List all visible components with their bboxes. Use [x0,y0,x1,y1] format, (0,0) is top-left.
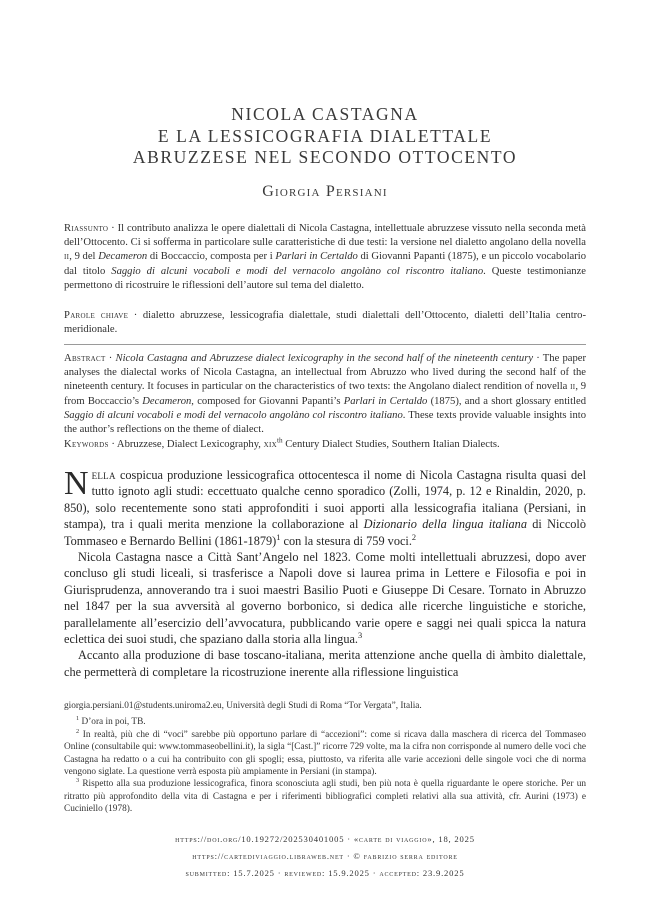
body-paragraph-2: Nicola Castagna nasce a Città Sant’Angelo nel 1823. Come molti intellettuali abruzzesi, dopo aver concluso gli studi liceali, si trasferisce a Napoli dove si laurea prima in Lettere e Filosofia e poi in Giurisprudenza, annoverando tra i suoi maestri Basilio Puoti e Giuseppe Di Cesare. Tornato in Abruzzo nel 1847 per la sua avversità al governo borbonico, si dedica alle ricerche linguistiche e storiche, parallelamente all’esercizio dell’avvocatura, pubblicando varie opere e saggi nei quali spicca la natura eclettica dei suoi studi, che spaziano dalla storia alla lingua.$^3$ [64,550,586,647]
riassunto-label: Riassunto [64,223,109,234]
drop-cap: N [64,465,89,502]
article-body [64,467,586,680]
title-line-2: E LA LESSICOGRAFIA DIALETTALE [157,125,493,146]
footer-doi: https://doi.org/10.19272/202530401005 · «carte di viaggio», 18, 2025 [175,834,475,844]
body-paragraph-3: Accanto alla produzione di base toscano-italiana, merita attenzione anche quella di àmbito dialettale, che permetterà di completare la ricostruzione inerente alla riflessione linguistica [64,648,586,679]
footer-publisher: https://cartediviaggio.libraweb.net · © fabrizio serra editore [192,851,458,861]
abstract: Abstract · Nicola Castagna and Abruzzese dialect lexicography in the second half of the nineteenth century · The paper analyses the dialectal works of Nicola Castagna, an intellectual from Abruzzo who lived during the second half of the nineteenth century. It focuses in particular on the characteristics of two texts: the Angolano dialect rendition of novella ii, 9 from Boccaccio’s Decameron, composed for Giovanni Papanti’s Parlari in Certaldo (1875), and a short glossary entitled Saggio di alcuni vocaboli e modi del vernacolo angolàno col riscontro italiano. These texts provide valuable insights into the author’s reflections on the theme of dialect. [64,353,587,436]
footnote-1: $^1$ D’ora in poi, TB. [76,715,146,728]
article-title [0,104,650,169]
body-paragraph-1: Nella cospicua produzione lessicografica ottocentesca il nome di Nicola Castagna risulta quasi del tutto ignoto agli studi: eccettuato qualche cenno sporadico (Zolli, 1974, p. 12 e Rinaldin, 2020, p. 850), solo recentemente sono stati approfonditi i suoi apporti alla lessicografia italiana (Persiani, in stampa), tra i quali merita menzione la collaborazione al Dizionario della lingua italiana di Niccolò Tommaseo e Bernardo Bellini (1861-1879)$^1$ con la stesura di 759 voci.$^2$ [64,465,586,548]
title-line-3: ABRUZZESE NEL SECONDO OTTOCENTO [132,147,518,167]
author-affiliation: giorgia.persiani.01@students.uniroma2.eu, Università degli Studi di Roma “Tor Vergata”, Italia. [64,701,422,711]
footnote-3: $^3$ Rispetto alla sua produzione lessicografica, finora sconosciuta agli studi, ben più nota è quella riguardante le opere storiche. Per un ritratto più approfondito della vita di Castagna e per i riferimenti bibliografici completi relativi alla sua attività, cfr. Aurini (1973) e Cuciniello (1978). [64,777,586,815]
keywords: Keywords · Abruzzese, Dialect Lexicography, xix$^{th}$ Century Dialect Studies, Southern Italian Dialects. [64,436,500,450]
abstract-label: Abstract [64,353,106,364]
footnote-2: $^2$ In realtà, più che di “voci” sarebbe più opportuno parlare di “accezioni”: come si ricava dalla maschera di ricerca del Tommaseo Online (consultabile qui: www.tommaseobellini.it), la sigla “[Cast.]” ricorre 729 volte, ma la cifra non corrisponde al numero delle voci che Castagna ha redatto o a cui ha contribuito con gli spogli; essa, piuttosto, va riferita alle varie accezioni delle singole voci che di norma vengono siglate. La questione verrà esposta più ampiamente in Persiani (in stampa). [64,727,586,778]
footer-dates: submitted: 15.7.2025 · reviewed: 15.9.2025 · accepted: 23.9.2025 [185,868,465,878]
title-line-1: NICOLA CASTAGNA [231,104,419,124]
author-name: Giorgia Persiani [262,183,388,200]
parole-chiave-label: Parole chiave [64,310,129,321]
section-divider [64,344,586,345]
keywords-label: Keywords [64,439,109,450]
footnotes [64,700,586,816]
parole-chiave: Parole chiave · dialetto abruzzese, lessicografia dialettale, studi dialettali dell’Ottocento, dialetti dell’Italia centro-meridionale. [64,310,587,336]
riassunto: Riassunto · Il contributo analizza le opere dialettali di Nicola Castagna, intellettuale abruzzese vissuto nella seconda metà dell’Ottocento. Ci si sofferma in particolare sulle caratteristiche di due testi: la versione nel dialetto angolano della novella ii, 9 del Decameron di Boccaccio, composta per i Parlari in Certaldo di Giovanni Papanti (1875), e un piccolo vocabolario dal titolo Saggio di alcuni vocaboli e modi del vernacolo angolàno col riscontro italiano. Queste testimonianze permettono di ricostruire le riflessioni dell’autore sul tema del dialetto. [64,223,587,291]
